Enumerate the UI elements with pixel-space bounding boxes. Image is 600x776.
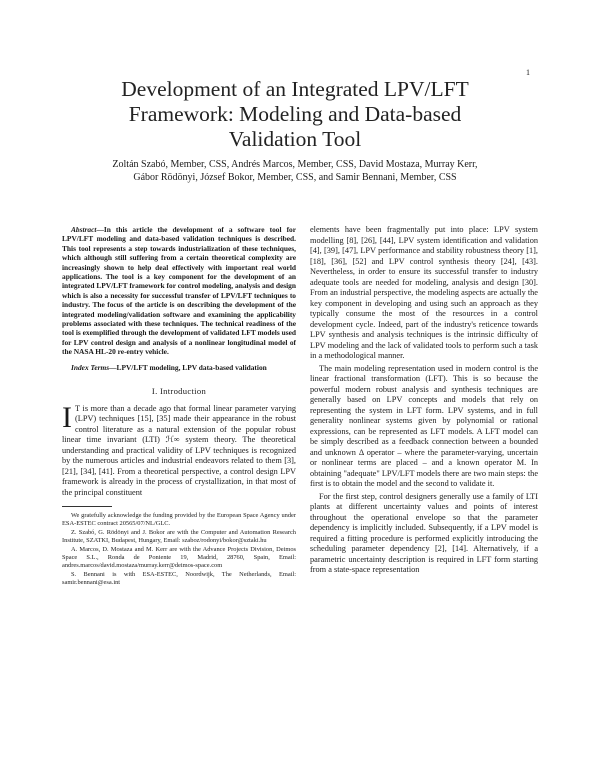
paper-title <box>60 77 530 152</box>
page-number: 1 <box>526 68 530 77</box>
right-column <box>310 225 538 576</box>
footnote: A. Marcos, D. Mostaza and M. Kerr are with the Advance Projects Division, Deimos Space S.L., Ronda de Poniente 19, Madrid, 28760, Spain, Email: andres.marcos/david.mostaza/murray.kerr@deimos-space.com <box>62 546 296 570</box>
abstract <box>62 225 296 357</box>
footnotes <box>62 512 296 587</box>
author-line: Zoltán Szabó, Member, CSS, Andrés Marcos, Member, CSS, David Mostaza, Murray Kerr, <box>112 159 478 170</box>
footnote-rule <box>62 506 112 507</box>
left-column <box>62 225 296 588</box>
footnote: We gratefully acknowledge the funding provided by the European Space Agency under ESA-ESTEC contract 20565/07/NL/GLC. <box>62 512 296 528</box>
section-heading: I. Introduction <box>151 386 207 397</box>
intro-text: T is more than a decade ago that formal linear parameter varying (LPV) techniques [15], [35] made their appearance in the robust control literature as a natural extension of the popular robust linear time invariant (LTI) ℋ∞ system theory. The theoretical understanding and practical validity of LPV techniques is recognized by the numerous articles and industrial endeavors related to them [3], [21], [34], [41]. From a theoretical perspective, a control design LPV framework is already in the process of crystallization, in that most of the principal constituent <box>62 403 296 497</box>
author-line: Gábor Rödönyi, József Bokor, Member, CSS, and Samir Bennani, Member, CSS <box>133 172 457 183</box>
body-paragraph: elements have been fragmentally put into place: LPV system modelling [8], [26], [44], LPV system identification and validation [4], [39], [47], LPV performance and stability robustness theory [1], [18], [36], [52] and LPV control synthesis theory [24], [43]. Nevertheless, in order to ensure its successful transfer to industry adequate tools are needed for modeling, analysis and design [30]. From an industrial perspective, the modeling aspects are actually the key component in developing and using such an approach as they typically consume the most of the resources in a control development cycle. Indeed, part of the industry's reticence towards LPV synthesis and analysis techniques is the intrinsic difficulty of LPV modeling and the lack of validated tools to perform such a task in a methodological manner. <box>310 225 538 360</box>
title-line: Validation Tool <box>228 127 362 151</box>
footnote: Z. Szabó, G. Rödönyi and J. Bokor are with the Computer and Automation Research Institute, SZATKI, Budapest, Hungary, Email: szaboz/rodonyi/bokor@sztaki.hu <box>62 529 296 545</box>
abstract-text: —In this article the development of a software tool for LPV/LFT modeling and data-based validation techniques is described. This tool represents a step towards industrialization of these techniques, which although still suffering from a certain theoretical complexity are increasingly shown to help deal effectively with important real world applications. The tool is a key component for the development of an integrated LPV/LFT framework for control modeling, analysis and design which is also a necessity for successful transfer of LPV/LFT techniques to industry. The focus of the article is on describing the development of the integrated modeling/validation software and examining the applicability problems associated with these techniques. The technical readiness of the tool is exemplified through the development of validated LFT models used for LPV control design and analysis of a nonlinear longitudinal model of the NASA HL-20 re-entry vehicle. <box>62 225 296 357</box>
abstract-label: Abstract <box>71 225 97 234</box>
index-terms-text: —LPV/LFT modeling, LPV data-based validation <box>109 362 267 372</box>
drop-cap: I <box>62 400 72 434</box>
title-line: Framework: Modeling and Data-based <box>128 102 462 126</box>
body-paragraph: The main modeling representation used in modern control is the linear fractional transformation (LFT). This is so because the powerful modern robust analysis and synthesis techniques are generally based on LPV concepts and models that rely on representing the system in LFT form. LPV systems, and in full generality nonlinear systems given by polynomial or rational expressions, can be represented as LFT models. A LFT model can be simply described as a feedback connection between a bounded and unknown Δ operator – where the parameter-varying, uncertain or nonlinear terms are placed – and a known operator M. In obtaining "adequate" LPV/LFT models there are two main steps: the first is to obtain the model and the second to validate it. <box>310 363 538 488</box>
author-list <box>60 158 530 184</box>
body-paragraph: For the first step, control designers generally use a family of LTI plants at different uncertainty values and points of interest throughout the operational envelope so that the parameter dependency is implicitly included. Subsequently, if a LPV model is required a fitting procedure is performed explicitly introducing the scheduling parameter dependency [2], [14]. Alternatively, if a parametric uncertainty description is required in LFT form starting from a state-space representation <box>310 491 538 574</box>
title-line: Development of an Integrated LPV/LFT <box>121 77 469 101</box>
footnote: S. Bennani is with ESA-ESTEC, Noordwijk, The Netherlands, Email: samir.bennani@esa.int <box>62 571 296 587</box>
index-terms <box>62 363 296 372</box>
intro-paragraph <box>62 400 296 499</box>
index-terms-label: Index Terms <box>71 362 110 372</box>
